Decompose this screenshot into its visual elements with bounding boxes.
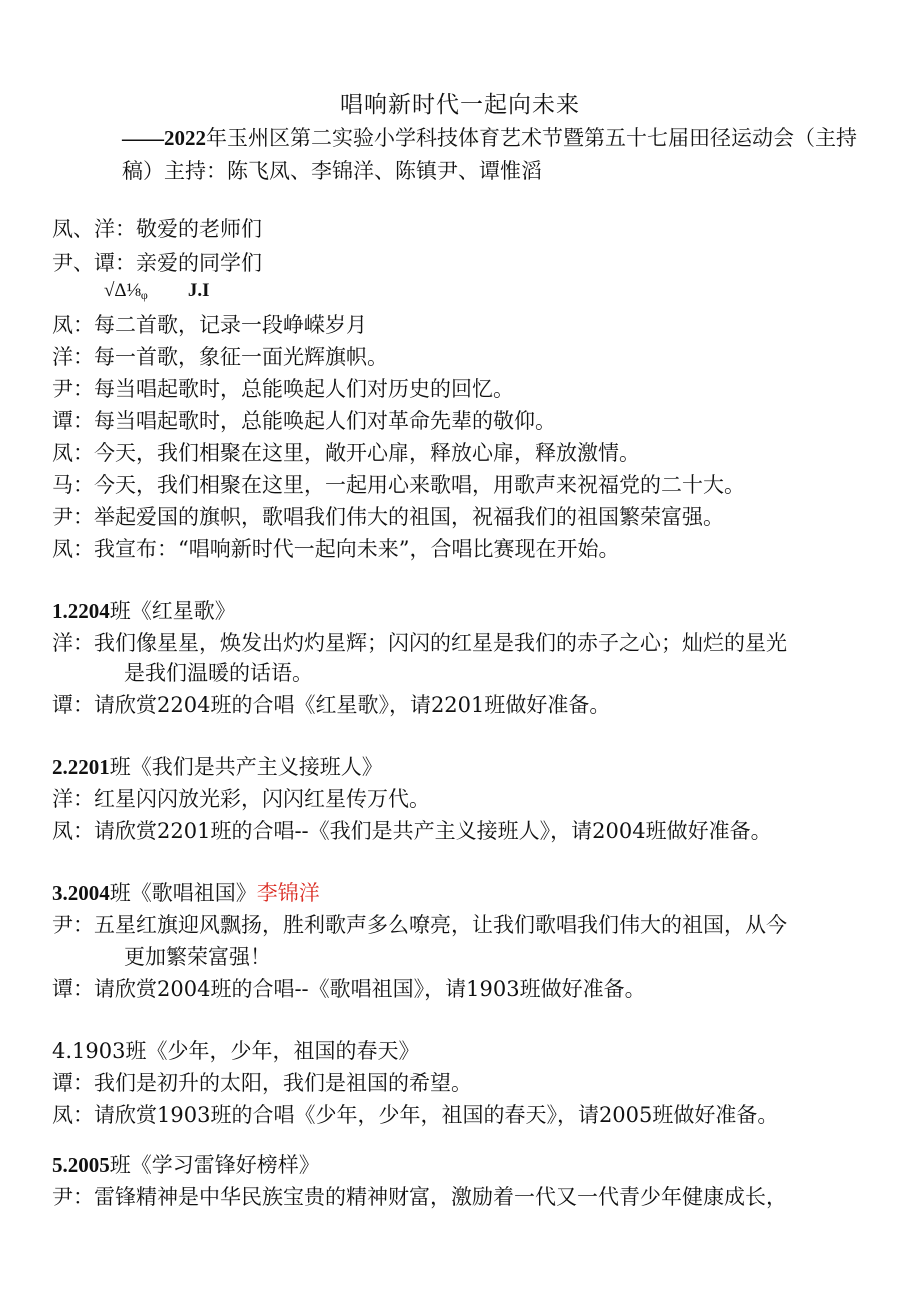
script-line: 洋：红星闪闪放光彩，闪闪红星传万代。 [52,787,430,811]
script-line: 洋：我们像星星，焕发出灼灼星辉；闪闪的红星是我们的赤子之心；灿烂的星光 [52,631,787,655]
subtitle-dash-year: ——2022 [122,126,206,150]
intro-line: 谭：每当唱起歌时，总能唤起人们对革命先辈的敬仰。 [52,409,556,433]
section-heading [52,752,383,782]
section-number: 5.2005 [52,1153,110,1177]
intro-line: 马：今天，我们相聚在这里，一起用心来歌唱，用歌声来祝福党的二十大。 [52,473,745,497]
intro-line: 尹：每当唱起歌时，总能唤起人们对历史的回忆。 [52,377,514,401]
script-line: 谭：请欣赏2204班的合唱《红星歌》，请2201班做好准备。 [52,693,611,717]
section-heading: 4.1903班《少年，少年，祖国的春天》 [52,1039,420,1063]
section-title: 班《学习雷锋好榜样》 [109,1153,320,1177]
intro-line: 凤：我宣布：“唱响新时代一起向未来”，合唱比赛现在开始。 [52,537,620,561]
script-line: 谭：我们是初升的太阳，我们是祖国的希望。 [52,1071,472,1095]
script-line-continuation: 更加繁荣富强！ [124,945,271,969]
section-heading [52,1150,320,1180]
section-heading [52,596,236,626]
intro-line: 尹、谭：亲爱的同学们 [52,251,262,275]
section-number: 1.2204 [52,599,110,623]
script-line-continuation: 是我们温暖的话语。 [124,661,313,685]
script-line: 凤：请欣赏1903班的合唱《少年，少年，祖国的春天》，请2005班做好准备。 [52,1103,779,1127]
page-title: 唱响新时代一起向未来 [340,92,580,118]
garbled-subscript: φ [140,288,148,302]
section-number: 2.2201 [52,755,110,779]
intro-line: 凤：每二首歌，记录一段峥嵘岁月 [52,313,367,337]
section-title: 班《红星歌》 [109,599,236,623]
intro-line: 尹：举起爱国的旗帜，歌唱我们伟大的祖国，祝福我们的祖国繁荣富强。 [52,505,724,529]
script-line: 尹：雷锋精神是中华民族宝贵的精神财富，激励着一代又一代青少年健康成长， [52,1185,787,1209]
garbled-symbols-line [104,280,210,303]
subtitle-text: 年玉州区第二实验小学科技体育艺术节暨第五十七届田径运动会（主持稿）主持：陈飞凤、李锦洋、陈镇尹、谭惟滔 [122,126,857,183]
intro-line: 凤：今天，我们相聚在这里，敞开心扉，释放心扉，释放激情。 [52,441,640,465]
intro-line: 洋：每一首歌，象征一面光辉旗帜。 [52,345,388,369]
intro-line: 凤、洋：敬爱的老师们 [52,217,262,241]
garbled-symbols: √Δ⅛ [104,280,141,301]
section-heading [52,878,320,908]
section-number: 3.2004 [52,881,110,905]
script-line: 谭：请欣赏2004班的合唱--《歌唱祖国》，请1903班做好准备。 [52,977,646,1001]
script-line: 尹：五星红旗迎风飘扬，胜利歌声多么嘹亮，让我们歌唱我们伟大的祖国，从今 [52,913,787,937]
garbled-letters: J.I [187,280,210,301]
host-note: 李锦洋 [256,881,320,905]
section-title: 班《我们是共产主义接班人》 [109,755,383,779]
subtitle [122,122,882,188]
script-line: 凤：请欣赏2201班的合唱--《我们是共产主义接班人》，请2004班做好准备。 [52,819,772,843]
section-title: 班《歌唱祖国》 [109,881,257,905]
